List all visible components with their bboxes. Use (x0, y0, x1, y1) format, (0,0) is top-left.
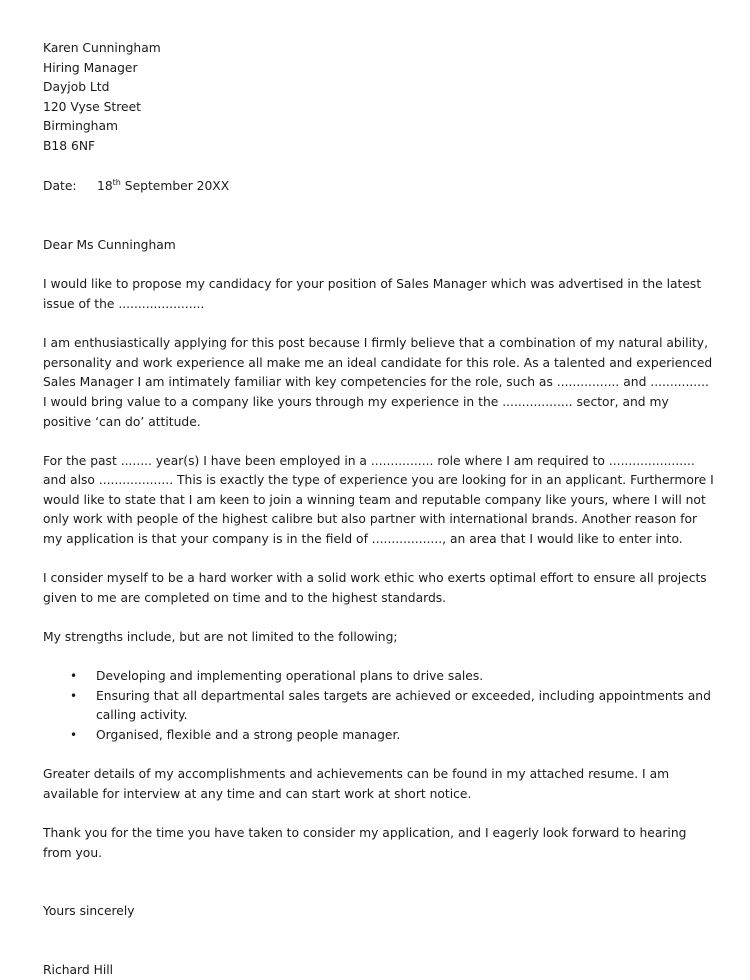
paragraph-experience: For the past ........ year(s) I have been employed in a ................ role where I am required to ...................... and also ................... This is exactly the type of experience you are looking for in an applicant. Furthermore I would like to state that I am keen to join a winning team and reputable company like yours, where I will not only work with people of the highest calibre but also partner with international brands. Another reason for my application is that your company is in the field of .................., an area that I would like to enter into. (43, 453, 714, 547)
date-month-year: September 20XX (120, 178, 230, 193)
strengths-list (43, 667, 715, 745)
letter-body (43, 39, 715, 980)
bullet-icon: • (70, 688, 78, 703)
paragraph-strengths-intro: My strengths include, but are not limited to the following; (43, 630, 398, 645)
paragraph-motivation: I am enthusiastically applying for this post because I firmly believe that a combination of my natural ability, personality and work experience all make me an ideal candidate for this role. As a talented and experienced Sales Manager I am intimately familiar with key competencies for the role, such as ................ and ............... I would bring value to a company like yours through my experience in the .................. sector, and my positive ‘can do’ attitude. (43, 336, 713, 429)
bullet-icon: • (70, 669, 78, 684)
date-value (97, 179, 229, 193)
bullet-icon: • (70, 728, 78, 742)
list-item-text: Ensuring that all departmental sales targets are achieved or exceeded, including appointments and calling activity. (96, 688, 711, 723)
recipient-company: Dayjob Ltd (43, 80, 110, 95)
paragraph-intro: I would like to propose my candidacy for your position of Sales Manager which was advertised in the latest issue of the ...................... (43, 277, 702, 311)
list-item-text: Organised, flexible and a strong people manager. (96, 728, 401, 742)
paragraph-thanks: Thank you for the time you have taken to consider my application, and I eagerly look forward to hearing from you. (43, 825, 687, 860)
recipient-city: Birmingham (43, 119, 118, 134)
list-item (43, 726, 715, 746)
recipient-street: 120 Vyse Street (43, 99, 141, 114)
date-day-suffix: th (112, 177, 121, 187)
list-item-text: Developing and implementing operational plans to drive sales. (96, 669, 484, 684)
list-item (43, 687, 715, 726)
recipient-name: Karen Cunningham (43, 41, 161, 55)
date-day: 18 (97, 178, 113, 193)
closing: Yours sincerely (43, 904, 135, 919)
recipient-title: Hiring Manager (43, 60, 138, 75)
date-line (43, 177, 715, 197)
recipient-postcode: B18 6NF (43, 138, 96, 153)
paragraph-work-ethic: I consider myself to be a hard worker with a solid work ethic who exerts optimal effort to ensure all projects given to me are completed on time and to the highest standards. (43, 571, 707, 605)
recipient-address (43, 39, 715, 157)
paragraph-details: Greater details of my accomplishments and achievements can be found in my attached resume. I am available for interview at any time and can start work at short notice. (43, 767, 670, 801)
list-item (43, 667, 715, 687)
date-label: Date: (43, 178, 77, 193)
signature-name: Richard Hill (43, 962, 114, 977)
salutation: Dear Ms Cunningham (43, 238, 176, 253)
